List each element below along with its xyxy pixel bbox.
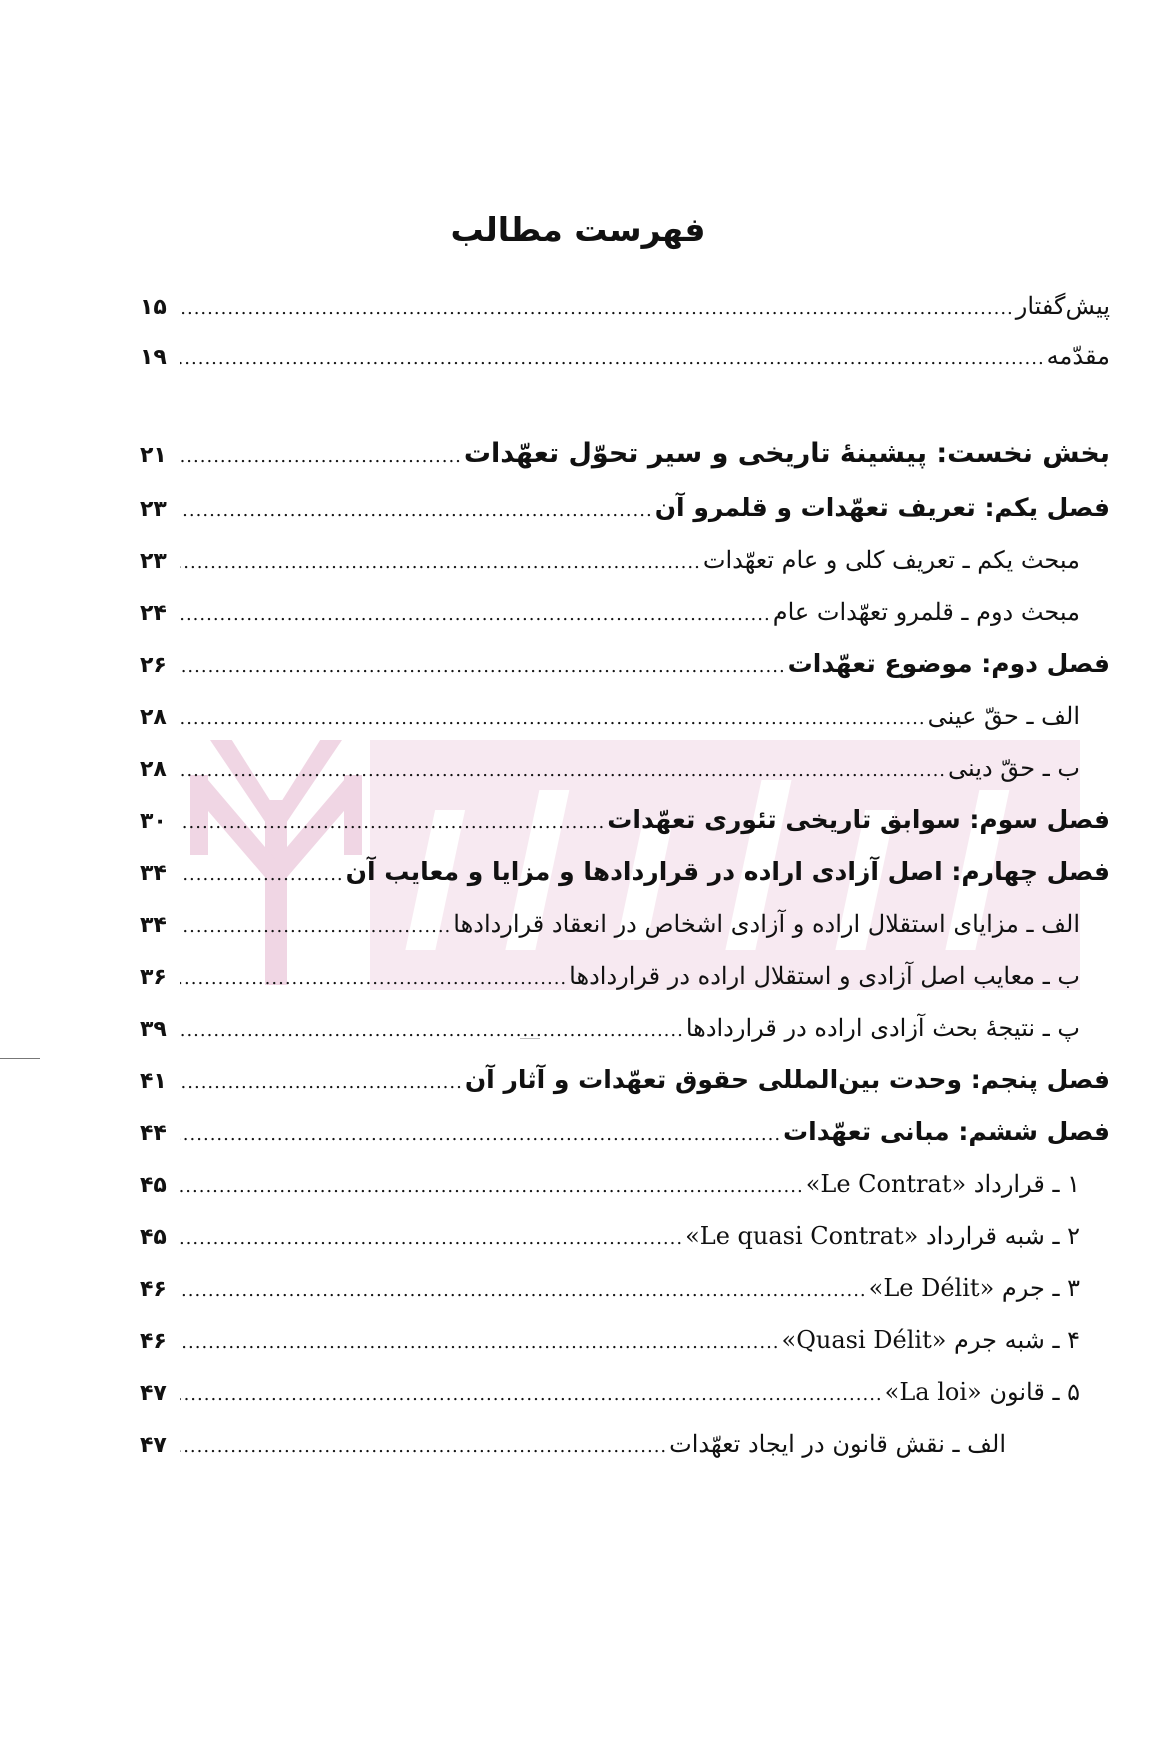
entry-label: الف ـ حقّ عینی — [927, 702, 1080, 730]
entry-label: پ ـ نتیجهٔ بحث آزادی اراده در قراردادها — [685, 1014, 1080, 1042]
entry-label: مبحث دوم ـ قلمرو تعهّدات عام — [772, 598, 1080, 626]
entry-page: ۲۳ — [140, 549, 167, 574]
toc-entry-section[interactable] — [140, 540, 1080, 580]
dot-leader — [180, 855, 344, 895]
toc-entry-section[interactable] — [140, 592, 1080, 632]
dot-leader — [180, 437, 462, 477]
toc-entry-section[interactable] — [140, 1268, 1080, 1308]
dot-leader — [180, 751, 946, 791]
entry-label: فصل دوم: موضوع تعهّدات — [787, 649, 1110, 678]
entry-page: ۱۹ — [140, 345, 167, 370]
entry-page: ۲۶ — [140, 653, 167, 678]
dot-leader — [180, 1167, 804, 1207]
entry-label: فصل پنجم: وحدت بین‌المللی حقوق تعهّدات و آثار آن — [464, 1065, 1110, 1094]
dot-leader — [180, 647, 786, 687]
toc-entry-part[interactable] — [140, 434, 1110, 474]
entry-page: ۴۷ — [140, 1381, 167, 1406]
toc-entry-chapter[interactable] — [140, 488, 1110, 528]
toc-entry-section[interactable] — [140, 956, 1080, 996]
entry-page: ۲۸ — [140, 757, 167, 782]
entry-label: ۲ ـ شبه قرارداد «Le quasi Contrat» — [685, 1222, 1080, 1250]
dot-leader — [180, 543, 701, 583]
entry-page: ۲۸ — [140, 705, 167, 730]
toc-entry-section[interactable] — [140, 696, 1080, 736]
entry-label: فصل یکم: تعریف تعهّدات و قلمرو آن — [654, 493, 1110, 522]
entry-label: ۵ ـ قانون «La loi» — [884, 1378, 1080, 1406]
entry-label: ب ـ حقّ دینی — [948, 754, 1080, 782]
entry-page: ۴۵ — [140, 1225, 167, 1250]
dot-leader — [180, 1375, 883, 1415]
toc-entry-subsection[interactable] — [140, 1424, 1006, 1464]
entry-label: ۳ ـ جرم «Le Délit» — [868, 1274, 1080, 1302]
entry-label: مبحث یکم ـ تعریف کلی و عام تعهّدات — [702, 546, 1080, 574]
entry-label: الف ـ مزایای استقلال اراده و آزادی اشخاص در انعقاد قراردادها — [453, 910, 1080, 938]
entry-page: ۴۶ — [140, 1277, 167, 1302]
entry-page: ۴۱ — [140, 1069, 167, 1094]
entry-page: ۲۴ — [140, 601, 167, 626]
dot-leader — [180, 1271, 867, 1311]
dot-leader — [180, 1427, 667, 1467]
toc-entry-section[interactable] — [140, 1320, 1080, 1360]
dot-leader — [180, 339, 1045, 379]
toc-entry[interactable] — [140, 336, 1110, 376]
entry-page: ۲۱ — [140, 443, 167, 468]
scan-edge-mark — [0, 1058, 40, 1059]
toc-entry-section[interactable] — [140, 1216, 1080, 1256]
entry-page: ۳۴ — [140, 913, 167, 938]
page-title: فهرست مطالب — [450, 210, 706, 249]
dot-leader — [180, 1115, 781, 1155]
entry-label: بخش نخست: پیشینهٔ تاریخی و سیر تحوّل تعهّدات — [463, 438, 1110, 469]
toc-entry-section[interactable] — [140, 1372, 1080, 1412]
toc-entry-section[interactable] — [140, 748, 1080, 788]
dot-leader — [180, 1219, 683, 1259]
entry-page: ۴۵ — [140, 1173, 167, 1198]
entry-label: ۱ ـ قرارداد «Le Contrat» — [805, 1170, 1080, 1198]
toc-entry-section[interactable] — [140, 1008, 1080, 1048]
toc-entry-chapter[interactable] — [140, 852, 1110, 892]
entry-page: ۱۵ — [140, 295, 167, 320]
dot-leader — [180, 491, 653, 531]
toc-entry-chapter[interactable] — [140, 1060, 1110, 1100]
toc-entry-section[interactable] — [140, 1164, 1080, 1204]
dot-leader — [180, 803, 605, 843]
entry-label: فصل ششم: مبانی تعهّدات — [783, 1117, 1110, 1146]
dot-leader — [180, 959, 567, 999]
entry-label: فصل چهارم: اصل آزادی اراده در قراردادها و مزایا و معایب آن — [345, 857, 1110, 886]
dot-leader — [180, 289, 1014, 329]
entry-page: ۲۳ — [140, 497, 167, 522]
toc-entry[interactable] — [140, 286, 1110, 326]
entry-page: ۴۷ — [140, 1433, 167, 1458]
dot-leader — [180, 907, 451, 947]
entry-label: پیش‌گفتار — [1015, 292, 1110, 320]
entry-label: مقدّمه — [1046, 342, 1110, 370]
toc-entry-chapter[interactable] — [140, 644, 1110, 684]
entry-label: ۴ ـ شبه جرم «Quasi Délit» — [781, 1326, 1080, 1354]
entry-page: ۴۴ — [140, 1121, 167, 1146]
dot-leader — [180, 1011, 684, 1051]
dot-leader — [180, 1323, 780, 1363]
toc-entry-section[interactable] — [140, 904, 1080, 944]
entry-label: ب ـ معایب اصل آزادی و استقلال اراده در قراردادها — [569, 962, 1080, 990]
entry-label: الف ـ نقش قانون در ایجاد تعهّدات — [669, 1430, 1006, 1458]
toc-entry-chapter[interactable] — [140, 1112, 1110, 1152]
entry-page: ۳۰ — [140, 809, 167, 834]
dot-leader — [180, 1063, 463, 1103]
dot-leader — [180, 699, 926, 739]
entry-label: فصل سوم: سوابق تاریخی تئوری تعهّدات — [607, 805, 1110, 834]
entry-page: ۳۴ — [140, 861, 167, 886]
toc-entry-chapter[interactable] — [140, 800, 1110, 840]
dot-leader — [180, 595, 771, 635]
entry-page: ۴۶ — [140, 1329, 167, 1354]
entry-page: ۳۶ — [140, 965, 167, 990]
entry-page: ۳۹ — [140, 1017, 167, 1042]
